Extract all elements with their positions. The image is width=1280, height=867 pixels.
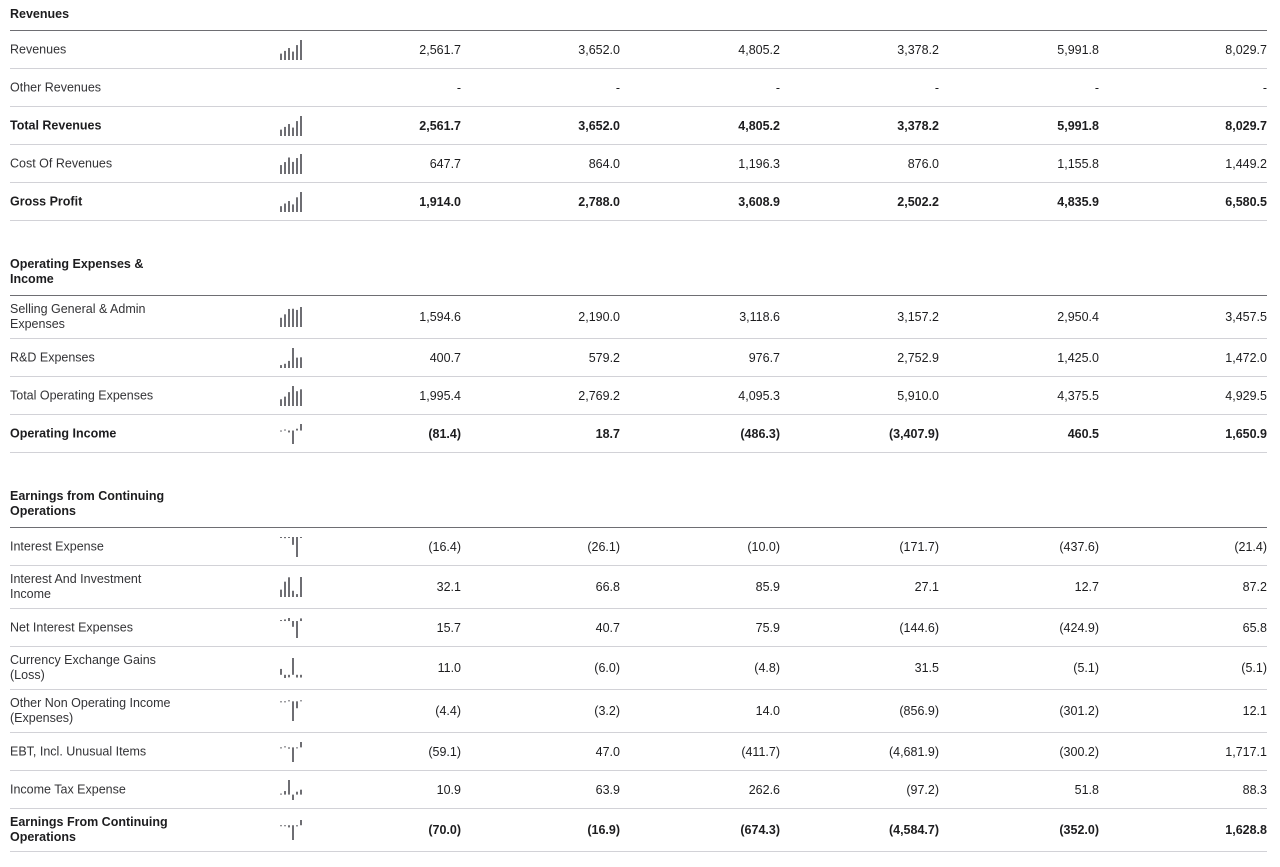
sparkline[interactable]	[280, 77, 302, 99]
sparkline-bar	[296, 594, 298, 597]
sparkline-chart	[280, 153, 302, 175]
value-cell: -	[934, 80, 939, 95]
value-cell: -	[775, 80, 780, 95]
table-row	[10, 566, 1267, 609]
sparkline[interactable]	[280, 191, 302, 213]
sparkline-bar	[288, 675, 290, 678]
row-label: Gross Profit	[10, 194, 83, 208]
value-cell: 40.7	[595, 620, 620, 635]
sparkline-bar	[292, 701, 294, 721]
value-cell: 1,449.2	[1225, 156, 1267, 171]
sparkline-chart	[280, 191, 302, 213]
sparkline-bar	[280, 669, 282, 675]
value-cell: 14.0	[755, 704, 780, 718]
value-cell: 1,717.1	[1225, 744, 1267, 759]
sparkline-bar	[296, 357, 298, 367]
value-cell: 10.9	[436, 782, 461, 797]
value-cell: 1,196.3	[738, 156, 780, 171]
sparkline-bar	[284, 791, 286, 795]
value-cell: 976.7	[748, 350, 780, 365]
section-title: Operating Expenses & Income	[10, 257, 144, 286]
sparkline[interactable]	[280, 306, 302, 328]
value-cell: (437.6)	[1059, 539, 1099, 554]
value-cell: 2,769.2	[578, 388, 620, 403]
value-cell: (144.6)	[899, 620, 939, 635]
sparkline-bar	[280, 747, 282, 748]
value-cell: 460.5	[1067, 426, 1099, 441]
value-cell: 3,608.9	[738, 194, 780, 209]
sparkline-chart	[280, 385, 302, 407]
value-cell: (411.7)	[741, 744, 780, 759]
value-cell: (856.9)	[899, 704, 939, 718]
value-cell: (4,681.9)	[888, 744, 939, 759]
sparkline-chart	[280, 657, 302, 679]
sparkline[interactable]	[280, 576, 302, 598]
sparkline-bar	[300, 742, 302, 747]
sparkline-bar	[292, 348, 294, 368]
value-cell: 1,995.4	[419, 388, 461, 403]
row-label: Net Interest Expenses	[10, 620, 133, 634]
value-cell: (6.0)	[594, 661, 620, 675]
sparkline-bar	[284, 396, 286, 405]
value-cell: 1,472.0	[1225, 350, 1267, 365]
sparkline-bar	[296, 621, 298, 638]
sparkline-bar	[284, 675, 286, 678]
sparkline-bar	[280, 365, 282, 368]
value-cell: 4,375.5	[1057, 388, 1099, 403]
sparkline-bar	[280, 620, 282, 621]
sparkline[interactable]	[280, 700, 302, 722]
sparkline-bar	[300, 40, 302, 60]
value-cell: 11.0	[437, 661, 461, 675]
table-row	[10, 69, 1267, 107]
row-label: Cost Of Revenues	[10, 156, 113, 170]
value-cell: 3,118.6	[739, 310, 780, 324]
value-cell: 2,561.7	[419, 118, 461, 133]
table-row	[10, 183, 1267, 221]
value-cell: 1,914.0	[419, 194, 461, 209]
sparkline-bar	[292, 204, 294, 212]
value-cell: (424.9)	[1059, 620, 1099, 635]
table-row	[10, 339, 1267, 377]
sparkline-bar	[280, 53, 282, 59]
value-cell: (5.1)	[1241, 661, 1267, 675]
value-cell: 400.7	[429, 350, 461, 365]
sparkline-bar	[296, 537, 298, 557]
value-cell: (674.3)	[740, 823, 780, 837]
sparkline-chart	[280, 700, 302, 722]
value-cell: 647.7	[429, 156, 461, 171]
row-label: Earnings From Continuing Operations	[10, 815, 168, 844]
value-cell: 12.7	[1074, 580, 1099, 594]
sparkline-bar	[296, 747, 298, 748]
row-label: Operating Income	[10, 426, 117, 440]
value-cell: (26.1)	[587, 539, 620, 554]
table-row	[10, 609, 1267, 647]
section-header	[10, 0, 1267, 31]
value-cell: 8,029.7	[1225, 42, 1267, 57]
sparkline-bar	[288, 392, 290, 406]
row-label: Revenues	[10, 42, 67, 56]
sparkline-chart	[280, 617, 302, 639]
sparkline-bar	[292, 794, 294, 799]
value-cell: 579.2	[588, 350, 620, 365]
sparkline[interactable]	[280, 39, 302, 61]
sparkline-bar	[300, 618, 302, 621]
table-row	[10, 733, 1267, 771]
table-row	[10, 528, 1267, 566]
sparkline-bar	[280, 206, 282, 212]
sparkline-bar	[296, 675, 298, 678]
value-cell: 262.6	[748, 782, 780, 797]
value-cell: 32.1	[436, 580, 461, 594]
row-label: R&D Expenses	[10, 350, 95, 364]
row-label: Selling General & Admin Expenses	[10, 302, 146, 331]
sparkline-bar	[288, 430, 290, 432]
sparkline-chart	[280, 39, 302, 61]
value-cell: (171.7)	[899, 539, 939, 554]
sparkline-bar	[288, 618, 290, 621]
value-cell: 85.9	[755, 580, 780, 594]
value-cell: (97.2)	[906, 782, 939, 797]
value-cell: (4.4)	[435, 704, 461, 718]
table-row	[10, 145, 1267, 183]
sparkline-bar	[300, 537, 302, 538]
sparkline-bar	[296, 197, 298, 212]
sparkline-bar	[296, 701, 298, 708]
sparkline-bar	[300, 820, 302, 825]
value-cell: 5,991.8	[1057, 118, 1099, 133]
value-cell: (21.4)	[1234, 539, 1267, 554]
sparkline-bar	[288, 309, 290, 327]
sparkline-bar	[300, 675, 302, 678]
sparkline[interactable]	[280, 423, 302, 445]
sparkline-chart	[280, 576, 302, 598]
value-cell: 2,752.9	[897, 350, 939, 365]
value-cell: 4,929.5	[1225, 388, 1267, 403]
sparkline-bar	[284, 363, 286, 367]
table-row	[10, 809, 1267, 852]
sparkline-bar	[296, 825, 298, 826]
table-row	[10, 771, 1267, 809]
section-header	[10, 455, 1267, 528]
value-cell: -	[456, 80, 461, 95]
value-cell: 15.7	[436, 620, 461, 635]
sparkline[interactable]	[280, 779, 302, 801]
sparkline-bar	[292, 537, 294, 545]
sparkline-bar	[300, 116, 302, 136]
value-cell: -	[615, 80, 620, 95]
row-label: Currency Exchange Gains (Loss)	[10, 653, 156, 682]
sparkline-bar	[296, 45, 298, 60]
value-cell: 1,650.9	[1225, 426, 1267, 441]
value-cell: 18.7	[595, 426, 620, 441]
value-cell: (10.0)	[747, 539, 780, 554]
sparkline[interactable]	[280, 741, 302, 763]
value-cell: 3,157.2	[897, 310, 939, 324]
sparkline-bar	[300, 577, 302, 597]
sparkline-bar	[292, 825, 294, 840]
value-cell: 5,910.0	[897, 388, 939, 403]
value-cell: 51.8	[1074, 782, 1099, 797]
value-cell: 3,378.2	[897, 42, 939, 57]
row-label: Other Non Operating Income (Expenses)	[10, 696, 171, 725]
value-cell: 4,095.3	[738, 388, 780, 403]
table-row	[10, 377, 1267, 415]
row-label: EBT, Incl. Unusual Items	[10, 744, 147, 758]
sparkline-chart	[280, 819, 302, 841]
sparkline-bar	[284, 825, 286, 826]
sparkline-bar	[284, 50, 286, 59]
value-cell: 4,805.2	[738, 42, 780, 57]
sparkline-bar	[288, 360, 290, 367]
sparkline-chart	[280, 77, 302, 99]
value-cell: (16.9)	[587, 823, 620, 837]
sparkline-bar	[296, 391, 298, 406]
sparkline-bar	[296, 121, 298, 136]
sparkline-bar	[284, 537, 286, 538]
section-header	[10, 222, 1267, 296]
value-cell: 1,155.8	[1057, 156, 1099, 171]
value-cell: 1,628.8	[1225, 823, 1267, 837]
row-label: Total Revenues	[10, 118, 102, 132]
value-cell: 4,835.9	[1057, 194, 1099, 209]
value-cell: (300.2)	[1059, 744, 1099, 759]
row-label: Interest Expense	[10, 539, 104, 553]
value-cell: 63.9	[595, 782, 620, 797]
sparkline-bar	[280, 318, 282, 327]
sparkline-bar	[300, 357, 302, 368]
sparkline-bar	[300, 424, 302, 431]
sparkline-bar	[280, 430, 282, 431]
value-cell: (352.0)	[1059, 823, 1099, 837]
sparkline-chart	[280, 115, 302, 137]
sparkline-bar	[300, 307, 302, 327]
value-cell: (70.0)	[428, 823, 461, 837]
value-cell: 864.0	[588, 156, 620, 171]
sparkline-bar	[280, 793, 282, 794]
sparkline-bar	[280, 537, 282, 538]
value-cell: 3,652.0	[578, 118, 620, 133]
value-cell: 3,378.2	[897, 118, 939, 133]
table-row	[10, 647, 1267, 690]
sparkline-bar	[284, 429, 286, 430]
table-row	[10, 690, 1267, 733]
value-cell: 87.2	[1242, 580, 1267, 594]
value-cell: 66.8	[595, 580, 620, 594]
value-cell: 47.0	[595, 744, 620, 759]
sparkline-bar	[280, 165, 282, 174]
value-cell: 6,580.5	[1225, 194, 1267, 209]
value-cell: 2,788.0	[578, 194, 620, 209]
sparkline-chart	[280, 741, 302, 763]
value-cell: (4,584.7)	[888, 823, 939, 837]
table-row	[10, 415, 1267, 453]
sparkline-bar	[296, 158, 298, 174]
sparkline-bar	[288, 577, 290, 597]
value-cell: (486.3)	[740, 426, 780, 441]
value-cell: (59.1)	[428, 744, 461, 759]
sparkline-bar	[284, 746, 286, 747]
sparkline-chart	[280, 536, 302, 558]
sparkline-bar	[292, 621, 294, 627]
value-cell: 31.5	[914, 661, 939, 675]
sparkline-bar	[288, 780, 290, 795]
value-cell: 2,502.2	[897, 194, 939, 209]
sparkline-bar	[296, 791, 298, 794]
value-cell: 8,029.7	[1225, 118, 1267, 133]
value-cell: 2,561.7	[419, 42, 461, 57]
sparkline-bar	[284, 619, 286, 621]
value-cell: (3,407.9)	[888, 426, 939, 441]
sparkline[interactable]	[280, 153, 302, 175]
value-cell: 1,425.0	[1057, 350, 1099, 365]
sparkline-bar	[296, 310, 298, 327]
value-cell: 2,190.0	[578, 310, 620, 324]
sparkline-bar	[280, 701, 282, 702]
table-row	[10, 296, 1267, 339]
sparkline-bar	[292, 747, 294, 762]
sparkline-bar	[292, 430, 294, 443]
value-cell: -	[1094, 80, 1099, 95]
section-title: Revenues	[10, 7, 70, 21]
row-label: Interest And Investment Income	[10, 572, 142, 601]
table-row	[10, 107, 1267, 145]
sparkline-bar	[284, 126, 286, 135]
sparkline-bar	[300, 700, 302, 701]
value-cell: 3,457.5	[1225, 310, 1267, 324]
sparkline-bar	[300, 389, 302, 406]
sparkline-chart	[280, 306, 302, 328]
sparkline-bar	[288, 700, 290, 701]
sparkline-bar	[288, 48, 290, 60]
value-cell: 4,805.2	[738, 118, 780, 133]
value-cell: -	[1262, 80, 1267, 95]
sparkline[interactable]	[280, 536, 302, 558]
sparkline-bar	[288, 157, 290, 174]
sparkline-bar	[280, 825, 282, 826]
sparkline-bar	[292, 127, 294, 135]
value-cell: 12.1	[1242, 704, 1267, 718]
value-cell: (4.8)	[754, 661, 780, 675]
value-cell: 5,991.8	[1057, 42, 1099, 57]
sparkline-bar	[284, 582, 286, 597]
sparkline-bar	[292, 309, 294, 327]
value-cell: 1,594.6	[419, 310, 461, 324]
sparkline-bar	[284, 701, 286, 702]
sparkline[interactable]	[280, 819, 302, 841]
value-cell: 65.8	[1242, 620, 1267, 635]
row-label: Income Tax Expense	[10, 782, 126, 796]
sparkline[interactable]	[280, 617, 302, 639]
table-row	[10, 31, 1267, 69]
value-cell: (16.4)	[428, 539, 461, 554]
sparkline-bar	[288, 825, 290, 827]
sparkline-bar	[280, 590, 282, 597]
value-cell: 88.3	[1242, 782, 1267, 797]
sparkline-bar	[292, 591, 294, 597]
sparkline-chart	[280, 347, 302, 369]
sparkline[interactable]	[280, 657, 302, 679]
value-cell: 2,950.4	[1057, 310, 1099, 324]
sparkline-chart	[280, 779, 302, 801]
sparkline-bar	[296, 428, 298, 430]
value-cell: 27.1	[914, 580, 939, 594]
value-cell: 75.9	[755, 620, 780, 635]
sparkline-bar	[300, 192, 302, 212]
sparkline[interactable]	[280, 347, 302, 369]
sparkline-bar	[292, 386, 294, 406]
value-cell: (3.2)	[594, 704, 620, 718]
value-cell: (5.1)	[1073, 661, 1099, 675]
value-cell: (81.4)	[428, 426, 461, 441]
sparkline-bar	[284, 162, 286, 174]
sparkline-bar	[292, 658, 294, 675]
sparkline-chart	[280, 423, 302, 445]
sparkline-bar	[300, 154, 302, 174]
sparkline-bar	[300, 789, 302, 794]
sparkline-bar	[284, 203, 286, 211]
sparkline-bar	[288, 201, 290, 212]
sparkline-bar	[292, 51, 294, 59]
sparkline-bar	[280, 129, 282, 135]
sparkline-bar	[288, 124, 290, 136]
row-label: Other Revenues	[10, 80, 102, 94]
sparkline-bar	[288, 537, 290, 538]
section-title: Earnings from Continuing Operations	[10, 489, 165, 518]
sparkline[interactable]	[280, 385, 302, 407]
sparkline-bar	[284, 314, 286, 327]
value-cell: (301.2)	[1059, 704, 1099, 718]
sparkline[interactable]	[280, 115, 302, 137]
sparkline-bar	[280, 399, 282, 406]
sparkline-bar	[288, 747, 290, 748]
row-label: Total Operating Expenses	[10, 388, 154, 402]
value-cell: 3,652.0	[578, 42, 620, 57]
sparkline-bar	[292, 161, 294, 173]
value-cell: 876.0	[907, 156, 939, 171]
